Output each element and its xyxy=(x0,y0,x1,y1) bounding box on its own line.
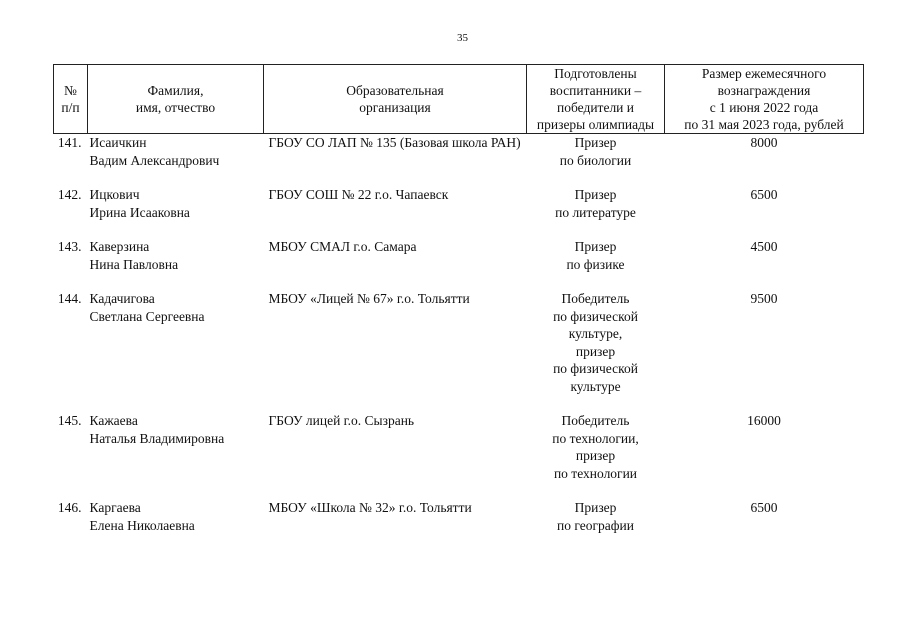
achievement-line: призер xyxy=(575,448,616,463)
achievement-line: по биологии xyxy=(559,152,632,168)
achievement-line: культуре, xyxy=(568,326,623,341)
award-amount: 16000 xyxy=(747,413,781,428)
row-number: 146. xyxy=(57,500,82,515)
person-name xyxy=(88,238,264,273)
achievement-line: культуре xyxy=(570,378,621,394)
row-number: 142. xyxy=(57,187,82,202)
organization: МБОУ «Лицей № 67» г.о. Тольятти xyxy=(268,291,470,306)
person-name-line: Наталья Владимировна xyxy=(89,430,225,446)
row-number: 143. xyxy=(57,239,82,254)
awards-table xyxy=(53,64,864,534)
person-name xyxy=(88,186,264,221)
person-name-line: Исаичкин xyxy=(89,135,147,150)
achievement-line: Победитель xyxy=(561,291,630,306)
person-name-line: Кадачигова xyxy=(89,291,155,306)
achievement-line: по физике xyxy=(566,256,625,272)
header-organization: Образовательная организация xyxy=(264,65,527,134)
table-row xyxy=(54,186,864,221)
person-name-line: Нина Павловна xyxy=(89,256,179,272)
row-number: 145. xyxy=(57,413,82,428)
person-name-line: Ирина Исааковна xyxy=(89,204,190,220)
achievement-line: по литературе xyxy=(555,204,636,220)
achievement-line: Призер xyxy=(574,500,617,515)
achievement xyxy=(527,412,665,482)
organization: ГБОУ лицей г.о. Сызрань xyxy=(268,413,415,428)
achievement xyxy=(527,134,665,170)
row-spacer xyxy=(54,395,864,412)
award-amount: 9500 xyxy=(750,291,778,306)
person-name-line: Светлана Сергеевна xyxy=(89,308,205,324)
row-spacer xyxy=(54,169,864,186)
award-amount: 6500 xyxy=(750,500,778,515)
header-amount: Размер ежемесячного вознаграждения с 1 июня 2022 года по 31 мая 2023 года, рублей xyxy=(665,65,864,134)
page-number: 35 xyxy=(457,32,468,44)
header-name: Фамилия, имя, отчество xyxy=(88,65,264,134)
table-row xyxy=(54,412,864,482)
achievement-line: по технологии xyxy=(553,465,638,481)
table-row xyxy=(54,134,864,170)
achievement xyxy=(527,290,665,395)
achievement-line: по физической xyxy=(553,308,638,324)
table-header-row xyxy=(54,65,864,134)
achievement-line: по физической xyxy=(553,361,638,376)
achievement-line: Призер xyxy=(574,239,617,254)
achievement-line: Победитель xyxy=(561,413,630,428)
row-spacer xyxy=(54,221,864,238)
organization: ГБОУ СОШ № 22 г.о. Чапаевск xyxy=(268,187,449,202)
achievement xyxy=(527,238,665,273)
person-name xyxy=(88,134,264,170)
row-spacer xyxy=(54,273,864,290)
row-spacer xyxy=(54,482,864,499)
achievement-line: Призер xyxy=(574,135,617,150)
person-name-line: Каверзина xyxy=(89,239,150,254)
table-row xyxy=(54,290,864,395)
organization: МБОУ СМАЛ г.о. Самара xyxy=(268,239,417,254)
row-number: 144. xyxy=(57,291,82,306)
organization: МБОУ «Школа № 32» г.о. Тольятти xyxy=(268,500,472,515)
achievement-line: Призер xyxy=(574,187,617,202)
person-name xyxy=(88,499,264,534)
person-name-line: Кажаева xyxy=(89,413,138,428)
achievement-line: по географии xyxy=(557,517,634,533)
person-name-line: Вадим Александрович xyxy=(89,152,220,168)
achievement-line: по технологии, xyxy=(552,430,639,446)
person-name-line: Ицкович xyxy=(89,187,140,202)
achievement xyxy=(527,499,665,534)
award-amount: 4500 xyxy=(750,239,778,254)
award-amount: 8000 xyxy=(750,135,778,150)
header-achievement: Подготовлены воспитанники – победители и призеры олимпиады xyxy=(527,65,665,134)
achievement-line: призер xyxy=(575,343,616,359)
achievement xyxy=(527,186,665,221)
award-amount: 6500 xyxy=(750,187,778,202)
organization: ГБОУ СО ЛАП № 135 (Базовая школа РАН) xyxy=(268,135,521,150)
row-number: 141. xyxy=(57,135,82,150)
person-name xyxy=(88,290,264,395)
person-name xyxy=(88,412,264,482)
person-name-line: Каргаева xyxy=(89,500,141,515)
person-name-line: Елена Николаевна xyxy=(89,517,195,533)
header-num: № п/п xyxy=(54,65,88,134)
table-row xyxy=(54,238,864,273)
table-row xyxy=(54,499,864,534)
